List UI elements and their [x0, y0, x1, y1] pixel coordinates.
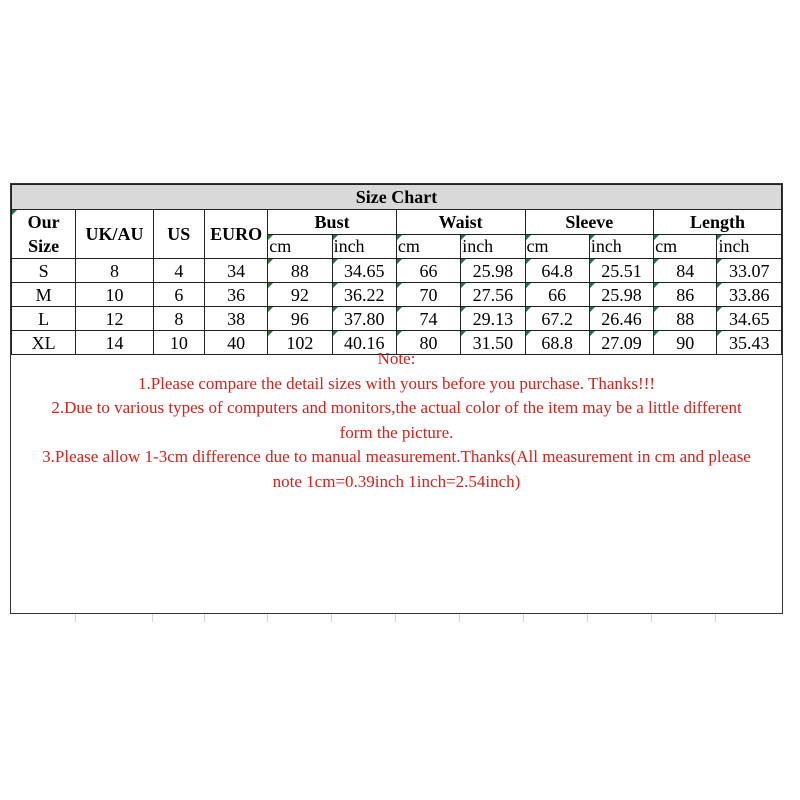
length-header: Length [654, 210, 782, 235]
sleeve-cm-cell: 68.8 [525, 331, 589, 355]
uk-au-cell: 10 [76, 283, 153, 307]
euro-header: EURO [204, 210, 267, 259]
uk-au-cell: 12 [76, 307, 153, 331]
gridline-stub [204, 614, 205, 622]
euro-cell: 40 [204, 331, 267, 355]
size-chart-table [11, 184, 782, 355]
gridline-stub [267, 614, 268, 622]
sleeve-header: Sleeve [525, 210, 654, 235]
length-inch-cell: 35.43 [717, 331, 782, 355]
note-heading: Note: [377, 349, 416, 368]
bust-inch-cell: 37.80 [332, 307, 396, 331]
euro-cell: 38 [204, 307, 267, 331]
waist-cm-header: cm [396, 234, 460, 259]
our-size-header [12, 210, 76, 259]
size-cell: S [12, 259, 76, 283]
note-line-2: 2.Due to various types of computers and monitors,the actual color of the item may be a little different [51, 398, 742, 418]
uk-au-cell: 14 [76, 331, 153, 355]
notes-block [11, 347, 782, 495]
euro-cell: 34 [204, 259, 267, 283]
sleeve-cm-cell: 67.2 [525, 307, 589, 331]
us-header: US [153, 210, 204, 259]
bust-cm-cell: 88 [268, 259, 332, 283]
bust-header: Bust [268, 210, 397, 235]
us-cell: 6 [153, 283, 204, 307]
gridline-stub [395, 614, 396, 622]
note-line-1: 1.Please compare the detail sizes with yours before you purchase. Thanks!!! [137, 373, 656, 393]
waist-inch-cell: 31.50 [461, 331, 525, 355]
waist-inch-cell: 27.56 [461, 283, 525, 307]
size-cell: XL [12, 331, 76, 355]
length-inch-cell: 34.65 [717, 307, 782, 331]
us-cell: 4 [153, 259, 204, 283]
gridline-stub [152, 614, 153, 622]
length-cm-cell: 88 [654, 307, 717, 331]
us-cell: 10 [153, 331, 204, 355]
waist-inch-header: inch [461, 234, 525, 259]
sleeve-cm-cell: 66 [525, 283, 589, 307]
table-row [12, 283, 782, 307]
bust-inch-cell: 34.65 [332, 259, 396, 283]
length-inch-cell: 33.07 [717, 259, 782, 283]
length-inch-header: inch [717, 234, 782, 259]
bust-inch-cell: 36.22 [332, 283, 396, 307]
gridline-stub [715, 614, 716, 622]
length-cm-header: cm [654, 234, 717, 259]
sleeve-inch-cell: 26.46 [589, 307, 653, 331]
sleeve-cm-header: cm [525, 234, 589, 259]
bust-inch-header: inch [332, 234, 396, 259]
bust-cm-cell: 102 [268, 331, 332, 355]
waist-cm-cell: 74 [396, 307, 460, 331]
bust-cm-cell: 96 [268, 307, 332, 331]
gridline-stub [331, 614, 332, 622]
size-chart-title: Size Chart [12, 185, 782, 210]
length-cm-cell: 86 [654, 283, 717, 307]
waist-header: Waist [396, 210, 525, 235]
length-inch-cell: 33.86 [717, 283, 782, 307]
note-line-3-continued: note 1cm=0.39inch 1inch=2.54inch) [272, 471, 521, 491]
length-cm-cell: 90 [654, 331, 717, 355]
euro-cell: 36 [204, 283, 267, 307]
gridline-stub [587, 614, 588, 622]
size-cell: M [12, 283, 76, 307]
bust-cm-header: cm [268, 234, 332, 259]
sleeve-inch-header: inch [589, 234, 653, 259]
bust-inch-cell: 40.16 [332, 331, 396, 355]
gridline-stub [459, 614, 460, 622]
us-cell: 8 [153, 307, 204, 331]
sleeve-inch-cell: 27.09 [589, 331, 653, 355]
gridline-stub [75, 614, 76, 622]
sleeve-inch-cell: 25.98 [589, 283, 653, 307]
uk-au-cell: 8 [76, 259, 153, 283]
waist-cm-cell: 66 [396, 259, 460, 283]
bust-cm-cell: 92 [268, 283, 332, 307]
size-cell: L [12, 307, 76, 331]
sleeve-cm-cell: 64.8 [525, 259, 589, 283]
note-line-3: 3.Please allow 1-3cm difference due to manual measurement.Thanks(All measurement in cm and please [42, 447, 751, 467]
our-size-header-line2: Size [28, 236, 60, 256]
size-chart-sheet [10, 183, 783, 614]
sleeve-inch-cell: 25.51 [589, 259, 653, 283]
uk-au-header: UK/AU [76, 210, 153, 259]
table-row [12, 259, 782, 283]
length-cm-cell: 84 [654, 259, 717, 283]
table-row [12, 307, 782, 331]
waist-inch-cell: 29.13 [461, 307, 525, 331]
gridline-stub [523, 614, 524, 622]
waist-cm-cell: 70 [396, 283, 460, 307]
our-size-header-line1: Our [27, 212, 60, 232]
waist-cm-cell: 80 [396, 331, 460, 355]
waist-inch-cell: 25.98 [461, 259, 525, 283]
gridline-stub [651, 614, 652, 622]
note-line-2-continued: form the picture. [339, 422, 454, 442]
